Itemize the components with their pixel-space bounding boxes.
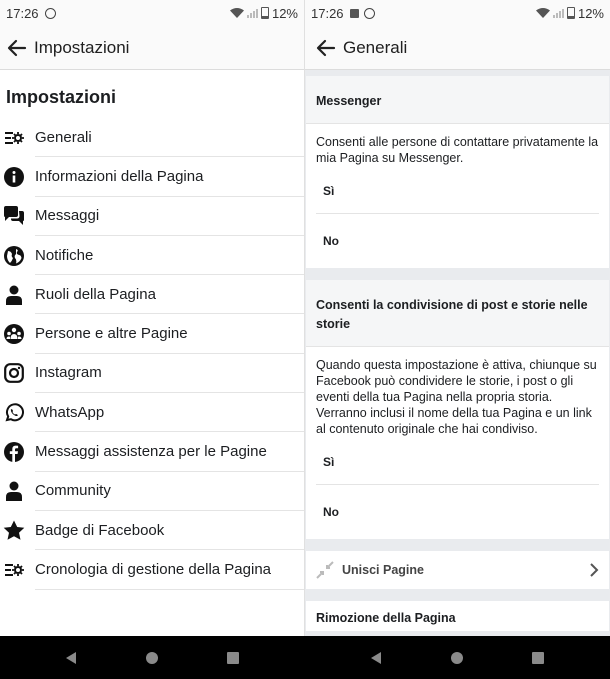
messenger-card bbox=[306, 76, 609, 268]
menu-item-informazioni[interactable] bbox=[0, 157, 304, 196]
whatsapp-icon bbox=[2, 401, 26, 425]
sharing-option-no[interactable]: No bbox=[323, 505, 339, 519]
status-time: 17:26 bbox=[311, 5, 344, 21]
status-bar bbox=[305, 0, 610, 26]
menu-item-generali[interactable] bbox=[0, 118, 304, 157]
nav-back-icon[interactable] bbox=[63, 650, 79, 666]
menu-item-label: Badge di Facebook bbox=[35, 521, 165, 539]
app-bar bbox=[305, 26, 610, 70]
menu-item-label: Informazioni della Pagina bbox=[35, 167, 204, 185]
menu-item-label: Messaggi assistenza per le Pagine bbox=[35, 443, 267, 461]
menu-item-label: Ruoli della Pagina bbox=[35, 285, 156, 303]
sharing-card bbox=[306, 280, 609, 539]
people-icon bbox=[2, 322, 26, 346]
instagram-icon bbox=[2, 361, 26, 385]
section-title: Impostazioni bbox=[6, 87, 117, 107]
next-section-partial: Rimozione della Pagina bbox=[306, 601, 609, 631]
menu-item-badge[interactable] bbox=[0, 511, 304, 550]
merge-pages-row[interactable] bbox=[306, 551, 609, 589]
person-icon bbox=[2, 283, 26, 307]
app-bar-title: Generali bbox=[343, 37, 408, 57]
general-settings-panel bbox=[305, 0, 610, 636]
system-nav-bar bbox=[0, 636, 610, 679]
nav-home-icon[interactable] bbox=[144, 650, 160, 666]
menu-item-label: Cronologia di gestione della Pagina bbox=[35, 560, 272, 578]
facebook-icon bbox=[2, 440, 26, 464]
settings-sliders-icon bbox=[2, 558, 26, 582]
menu-item-instagram[interactable] bbox=[0, 354, 304, 393]
nav-home-icon[interactable] bbox=[449, 650, 465, 666]
menu-item-label: Persone e altre Pagine bbox=[35, 325, 188, 343]
menu-item-whatsapp[interactable] bbox=[0, 393, 304, 432]
battery-level: 12% bbox=[577, 5, 604, 21]
menu-item-label: Messaggi bbox=[35, 207, 100, 225]
wifi-icon bbox=[536, 8, 550, 18]
menu-item-label: Instagram bbox=[35, 364, 102, 382]
nav-back-icon[interactable] bbox=[368, 650, 384, 666]
battery-icon bbox=[261, 7, 269, 19]
signal-icon bbox=[247, 8, 258, 18]
info-icon bbox=[2, 165, 26, 189]
battery-level: 12% bbox=[271, 5, 298, 21]
menu-item-label: Generali bbox=[35, 128, 92, 146]
chevron-right-icon bbox=[589, 563, 599, 577]
merge-pages-label: Unisci Pagine bbox=[342, 563, 424, 577]
menu-item-label: WhatsApp bbox=[35, 403, 105, 421]
sharing-heading: Consenti la condivisione di post e storie nelle storie bbox=[306, 280, 609, 347]
menu-item-label: Community bbox=[35, 482, 111, 500]
app-bar-title: Impostazioni bbox=[34, 37, 130, 57]
menu-item-persone[interactable] bbox=[0, 314, 304, 353]
battery-icon bbox=[567, 7, 575, 19]
star-icon bbox=[2, 519, 26, 543]
merge-arrows-icon bbox=[316, 561, 334, 579]
menu-item-messaggi[interactable] bbox=[0, 197, 304, 236]
image-notification-icon bbox=[350, 9, 359, 18]
person-icon bbox=[2, 479, 26, 503]
menu-item-community[interactable] bbox=[0, 472, 304, 511]
settings-menu bbox=[0, 118, 304, 590]
app-bar bbox=[0, 26, 304, 70]
menu-item-notifiche[interactable] bbox=[0, 236, 304, 275]
messenger-option-no[interactable]: No bbox=[323, 234, 339, 248]
menu-item-ruoli[interactable] bbox=[0, 275, 304, 314]
sync-icon bbox=[364, 8, 375, 19]
nav-recents-icon[interactable] bbox=[530, 650, 546, 666]
status-bar bbox=[0, 0, 304, 26]
chat-bubbles-icon bbox=[2, 204, 26, 228]
messenger-option-yes[interactable]: Sì bbox=[316, 168, 599, 214]
nav-recents-icon[interactable] bbox=[225, 650, 241, 666]
messenger-heading: Messenger bbox=[306, 76, 609, 124]
settings-panel bbox=[0, 0, 304, 636]
menu-item-cronologia[interactable] bbox=[0, 550, 304, 589]
signal-icon bbox=[553, 8, 564, 18]
settings-sliders-icon bbox=[2, 126, 26, 150]
sharing-option-yes[interactable]: Sì bbox=[316, 439, 599, 485]
messenger-description: Consenti alle persone di contattare privatamente la mia Pagina su Messenger. bbox=[316, 135, 599, 165]
globe-icon bbox=[2, 244, 26, 268]
menu-item-label: Notifiche bbox=[35, 246, 94, 264]
status-time: 17:26 bbox=[6, 5, 39, 21]
sync-icon bbox=[45, 8, 56, 19]
menu-item-assistenza[interactable] bbox=[0, 432, 304, 471]
back-arrow-icon[interactable] bbox=[311, 33, 341, 63]
back-arrow-icon[interactable] bbox=[2, 33, 32, 63]
sharing-description: Quando questa impostazione è attiva, chiunque su Facebook può condividere le storie, i post o gli eventi della tua Pagina nella propria storia. Verranno inclusi il nome della tua Pagina e un link al contenuto originale che hai condiviso. bbox=[316, 358, 597, 436]
wifi-icon bbox=[230, 8, 244, 18]
